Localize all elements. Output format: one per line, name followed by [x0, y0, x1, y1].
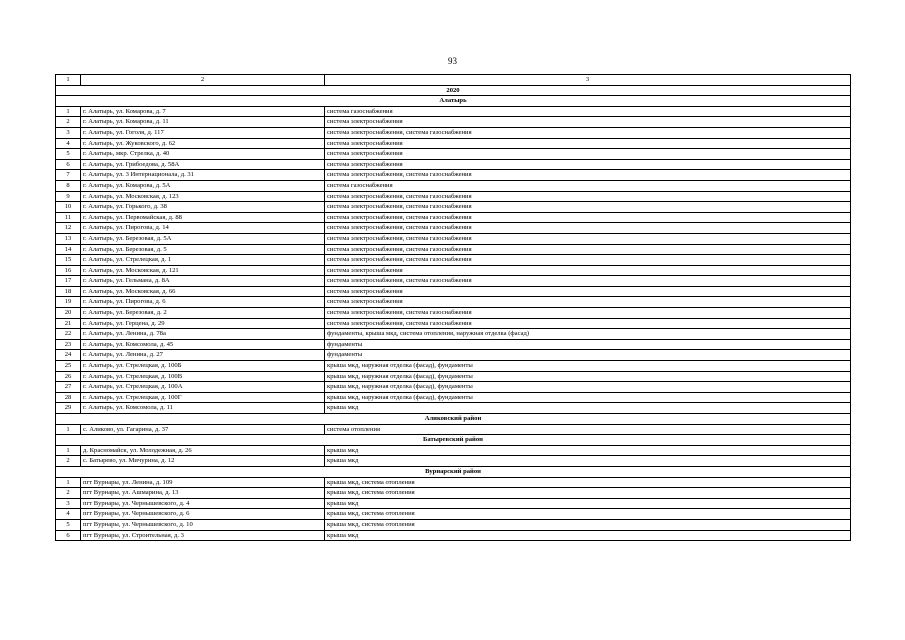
row-number: 1 [56, 477, 81, 488]
table-row [56, 456, 851, 467]
row-address: г. Алатырь, ул. 3 Интернационала, д. 31 [81, 170, 325, 181]
row-works: крыша мкд [325, 498, 851, 509]
row-works: крыша мкд [325, 456, 851, 467]
row-works: крыша мкд, наружная отделка (фасад), фундаменты [325, 371, 851, 382]
table-row [56, 403, 851, 414]
section-heading-row [56, 96, 851, 107]
row-number: 21 [56, 318, 81, 329]
row-address: пгт Вурнары, ул. Строительная, д. 3 [81, 530, 325, 541]
table-row [56, 318, 851, 329]
row-works: система газоснабжения [325, 106, 851, 117]
table-row [56, 498, 851, 509]
row-works: система электроснабжения, система газоснабжения [325, 233, 851, 244]
row-number: 22 [56, 329, 81, 340]
row-works: система электроснабжения, система газоснабжения [325, 202, 851, 213]
row-address: г. Алатырь, мкр. Стрелка, д. 40 [81, 149, 325, 160]
row-address: г. Алатырь, ул. Жуковского, д. 62 [81, 138, 325, 149]
section-heading-row [56, 466, 851, 477]
row-address: пгт Вурнары, ул. Ленина, д. 109 [81, 477, 325, 488]
row-works: крыша мкд, наружная отделка (фасад), фундаменты [325, 361, 851, 372]
row-number: 17 [56, 276, 81, 287]
row-address: г. Алатырь, ул. Первомайская, д. 88 [81, 212, 325, 223]
table-row [56, 159, 851, 170]
row-works: система электроснабжения, система газоснабжения [325, 255, 851, 266]
row-address: г. Алатырь, ул. Комсомола, д. 11 [81, 403, 325, 414]
table-row [56, 117, 851, 128]
row-number: 7 [56, 170, 81, 181]
table-row [56, 308, 851, 319]
row-address: г. Алатырь, ул. Ленина, д. 78а [81, 329, 325, 340]
table-row [56, 149, 851, 160]
row-address: г. Алатырь, ул. Стрелецкая, д. 100В [81, 371, 325, 382]
row-address: г. Алатырь, ул. Горького, д. 38 [81, 202, 325, 213]
row-number: 14 [56, 244, 81, 255]
row-address: д. Красномайск, ул. Молодежная, д. 26 [81, 445, 325, 456]
row-number: 6 [56, 159, 81, 170]
row-number: 28 [56, 392, 81, 403]
row-number: 1 [56, 424, 81, 435]
row-number: 5 [56, 519, 81, 530]
table-row [56, 191, 851, 202]
row-works: крыша мкд, наружная отделка (фасад), фундаменты [325, 382, 851, 393]
row-number: 1 [56, 445, 81, 456]
table-row [56, 530, 851, 541]
row-number: 26 [56, 371, 81, 382]
row-address: г. Алатырь, ул. Гельмана, д. 8А [81, 276, 325, 287]
row-number: 12 [56, 223, 81, 234]
column-header-3: 3 [325, 75, 851, 86]
section-heading-row [56, 414, 851, 425]
table-body [56, 75, 851, 541]
row-number: 11 [56, 212, 81, 223]
row-number: 25 [56, 361, 81, 372]
table-row [56, 202, 851, 213]
table-row [56, 350, 851, 361]
row-works: система электроснабжения [325, 149, 851, 160]
table-row [56, 392, 851, 403]
table-row [56, 477, 851, 488]
row-works: крыша мкд [325, 403, 851, 414]
row-works: система электроснабжения, система газоснабжения [325, 212, 851, 223]
row-address: г. Алатырь, ул. Комарова, д. 5А [81, 180, 325, 191]
row-address: г. Алатырь, ул. Ленина, д. 27 [81, 350, 325, 361]
row-works: система электроснабжения [325, 297, 851, 308]
table-row [56, 127, 851, 138]
table-row [56, 212, 851, 223]
row-number: 4 [56, 509, 81, 520]
table-row [56, 329, 851, 340]
page-number: 93 [448, 56, 457, 66]
row-address: с. Аликово, ул. Гагарина, д. 37 [81, 424, 325, 435]
row-works: система электроснабжения, система газоснабжения [325, 191, 851, 202]
table-row [56, 223, 851, 234]
row-number: 2 [56, 456, 81, 467]
row-address: г. Алатырь, ул. Комсомола, д. 45 [81, 339, 325, 350]
row-works: крыша мкд, система отопления [325, 519, 851, 530]
row-works: система электроснабжения [325, 159, 851, 170]
row-number: 2 [56, 117, 81, 128]
row-number: 2 [56, 488, 81, 499]
table-row [56, 339, 851, 350]
row-address: г. Алатырь, ул. Московская, д. 123 [81, 191, 325, 202]
table-row [56, 276, 851, 287]
row-number: 20 [56, 308, 81, 319]
row-address: г. Алатырь, ул. Герцена, д. 29 [81, 318, 325, 329]
table-row [56, 297, 851, 308]
row-works: система электроснабжения [325, 117, 851, 128]
row-works: система электроснабжения, система газоснабжения [325, 318, 851, 329]
row-address: г. Алатырь, ул. Московская, д. 66 [81, 286, 325, 297]
row-works: система электроснабжения, система газоснабжения [325, 170, 851, 181]
row-address: пгт Вурнары, ул. Чернышевского, д. 6 [81, 509, 325, 520]
section-title: Алатырь [56, 96, 851, 107]
table-row [56, 138, 851, 149]
row-number: 5 [56, 149, 81, 160]
table-row [56, 488, 851, 499]
row-address: г. Алатырь, ул. Комарова, д. 11 [81, 117, 325, 128]
row-number: 6 [56, 530, 81, 541]
table-row [56, 265, 851, 276]
row-number: 4 [56, 138, 81, 149]
row-address: с. Батырево, ул. Мичурина, д. 12 [81, 456, 325, 467]
row-number: 24 [56, 350, 81, 361]
year-row [56, 85, 851, 96]
row-number: 27 [56, 382, 81, 393]
row-address: г. Алатырь, ул. Гоголя, д. 117 [81, 127, 325, 138]
table-row [56, 382, 851, 393]
table-row [56, 233, 851, 244]
row-works: крыша мкд [325, 530, 851, 541]
row-number: 3 [56, 127, 81, 138]
row-works: фундаменты [325, 339, 851, 350]
row-address: г. Алатырь, ул. Стрелецкая, д. 1 [81, 255, 325, 266]
row-works: фундаменты, крыша мкд, система отопления, наружная отделка (фасад) [325, 329, 851, 340]
table-row [56, 106, 851, 117]
section-title: Аликовский район [56, 414, 851, 425]
row-address: г. Алатырь, ул. Березовая, д. 2 [81, 308, 325, 319]
row-number: 13 [56, 233, 81, 244]
table-row [56, 445, 851, 456]
table-row [56, 180, 851, 191]
column-header-2: 2 [81, 75, 325, 86]
row-address: г. Алатырь, ул. Стрелецкая, д. 100А [81, 382, 325, 393]
row-number: 1 [56, 106, 81, 117]
row-address: г. Алатырь, ул. Стрелецкая, д. 100Г [81, 392, 325, 403]
row-number: 15 [56, 255, 81, 266]
table-row [56, 244, 851, 255]
repair-schedule-table [55, 74, 851, 541]
row-works: фундаменты [325, 350, 851, 361]
row-number: 18 [56, 286, 81, 297]
row-address: г. Алатырь, ул. Стрелецкая, д. 100Б [81, 361, 325, 372]
row-number: 10 [56, 202, 81, 213]
table-row [56, 286, 851, 297]
row-works: система электроснабжения, система газоснабжения [325, 276, 851, 287]
row-works: система электроснабжения, система газоснабжения [325, 244, 851, 255]
row-number: 29 [56, 403, 81, 414]
row-address: г. Алатырь, ул. Грибоедова, д. 58А [81, 159, 325, 170]
row-works: система электроснабжения, система газоснабжения [325, 127, 851, 138]
year-heading: 2020 [56, 85, 851, 96]
table-row [56, 509, 851, 520]
table-row [56, 361, 851, 372]
row-number: 23 [56, 339, 81, 350]
table-row [56, 371, 851, 382]
row-works: система газоснабжения [325, 180, 851, 191]
row-works: крыша мкд, наружная отделка (фасад), фундаменты [325, 392, 851, 403]
row-works: крыша мкд, система отопления [325, 477, 851, 488]
row-works: система электроснабжения, система газоснабжения [325, 223, 851, 234]
row-works: система электроснабжения [325, 138, 851, 149]
row-address: г. Алатырь, ул. Березовая, д. 5 [81, 244, 325, 255]
row-number: 19 [56, 297, 81, 308]
row-works: система электроснабжения, система газоснабжения [325, 308, 851, 319]
column-header-1: 1 [56, 75, 81, 86]
row-number: 9 [56, 191, 81, 202]
section-heading-row [56, 435, 851, 446]
row-works: крыша мкд, система отопления [325, 509, 851, 520]
row-number: 3 [56, 498, 81, 509]
row-address: г. Алатырь, ул. Московская, д. 121 [81, 265, 325, 276]
table-row [56, 255, 851, 266]
section-title: Батыревский район [56, 435, 851, 446]
column-header-row [56, 75, 851, 86]
section-title: Вурнарский район [56, 466, 851, 477]
row-number: 8 [56, 180, 81, 191]
table-row [56, 170, 851, 181]
row-address: пгт Вурнары, ул. Ашмарина, д. 13 [81, 488, 325, 499]
row-works: крыша мкд, система отопления [325, 488, 851, 499]
row-address: г. Алатырь, ул. Пирогова, д. 6 [81, 297, 325, 308]
row-works: система электроснабжения [325, 286, 851, 297]
row-address: г. Алатырь, ул. Пирогова, д. 14 [81, 223, 325, 234]
row-number: 16 [56, 265, 81, 276]
row-address: пгт Вурнары, ул. Чернышевского, д. 4 [81, 498, 325, 509]
row-works: крыша мкд [325, 445, 851, 456]
row-works: система электроснабжения [325, 265, 851, 276]
row-address: пгт Вурнары, ул. Чернышевского, д. 10 [81, 519, 325, 530]
table-row [56, 424, 851, 435]
row-address: г. Алатырь, ул. Березовая, д. 5А [81, 233, 325, 244]
row-address: г. Алатырь, ул. Комарова, д. 7 [81, 106, 325, 117]
row-works: система отопления [325, 424, 851, 435]
table-row [56, 519, 851, 530]
